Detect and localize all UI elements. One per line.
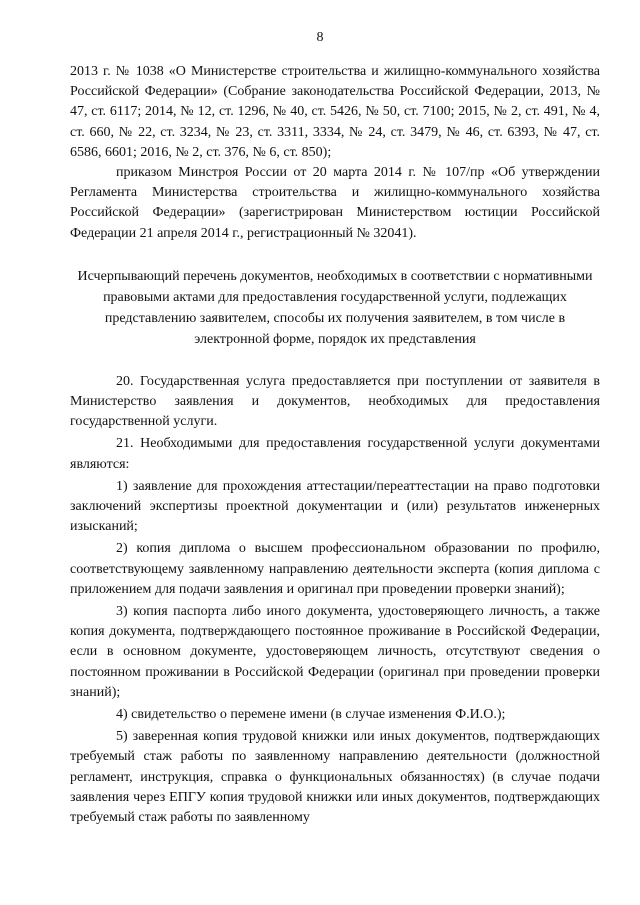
list-item-4: 4) свидетельство о перемене имени (в случае изменения Ф.И.О.); [116, 707, 506, 723]
list-item-3: 3) копия паспорта либо иного документа, удостоверяющего личность, а также копия документа, подтверждающего постоянное проживание в Российской Федерации, если в основном документе, удостоверяющем личность, отсутствуют сведения о постоянном проживании в Российской Федерации (оригинал при проведении проверки знаний); [70, 604, 600, 700]
list-item-1: 1) заявление для прохождения аттестации/переаттестации на право подготовки заключений экспертизы проектной документации и (или) результатов инженерных изысканий; [70, 478, 600, 535]
paragraph-law-citation: 2013 г. № 1038 «О Министерстве строительства и жилищно-коммунального хозяйства Российской Федерации» (Собрание законодательства Российской Федерации, 2013, № 47, ст. 6117; 2014, № 12, ст. 1296, № 40, ст. 5426, № 50, ст. 7100; 2015, № 2, ст. 491, № 4, ст. 660, № 22, ст. 3234, № 23, ст. 3311, 3334, № 24, ст. 3479, № 46, ст. 6393, № 47, ст. 6586, 6601; 2016, № 2, ст. 376, № 6, ст. 850); [70, 64, 600, 160]
list-item-5: 5) заверенная копия трудовой книжки или иных документов, подтверждающих требуемый стаж работы по заявленному направлению деятельности (должностной регламент, инструкция, справка о функциональных обязанностях) (в случае подачи заявления через ЕПГУ копия трудовой книжки или иных документов, подтверждающих требуемый стаж работы по заявленному [70, 729, 600, 826]
section-heading: Исчерпывающий перечень документов, необходимых в соответствии с нормативными правовыми актами для предоставления государственной услуги, подлежащих представлению заявителем, способы их получения заявителем, в том числе в электронной форме, порядок их представления [77, 268, 593, 347]
page-number: 8 [316, 30, 324, 45]
paragraph-20: 20. Государственная услуга предоставляется при поступлении от заявителя в Министерство заявления и документов, необходимых для предоставления государственной услуги. [70, 373, 600, 430]
paragraph-21: 21. Необходимыми для предоставления государственной услуги документами являются: [70, 436, 600, 472]
document-body [70, 62, 600, 828]
paragraph-minstroy-order: приказом Минстроя России от 20 марта 2014 г. № 107/пр «Об утверждении Регламента Министерства строительства и жилищно-коммунального хозяйства Российской Федерации» (зарегистрирован Министерством юстиции Российской Федерации 21 апреля 2014 г., регистрационный № 32041). [70, 165, 600, 241]
list-item-2: 2) копия диплома о высшем профессиональном образовании по профилю, соответствующему заявленному направлению деятельности эксперта (копия диплома с приложением для подачи заявления и оригинал при проведении проверки знаний); [70, 541, 600, 597]
